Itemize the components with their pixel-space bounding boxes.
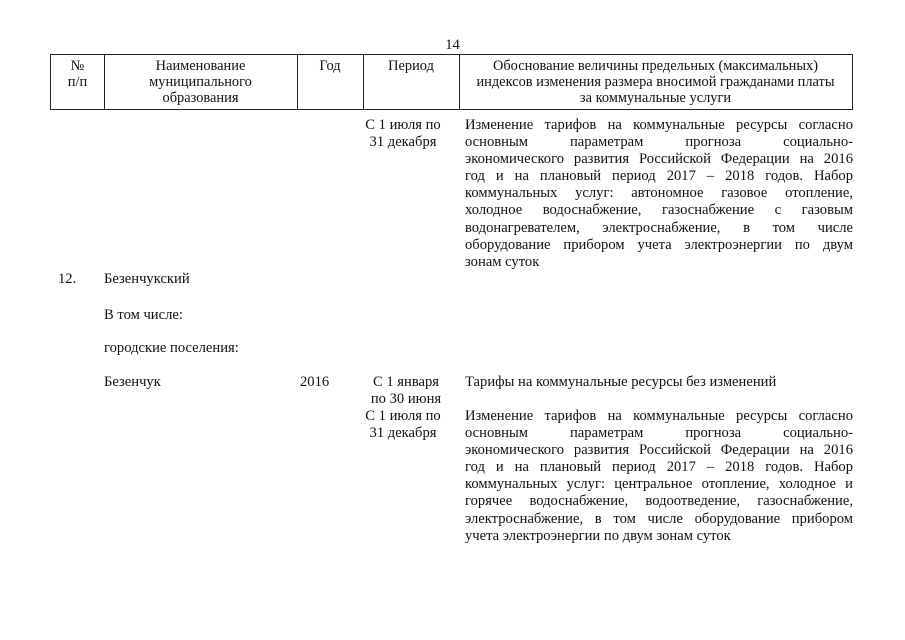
paragraph-line: коммунальных услуг: автономное газовое отопление, — [465, 185, 853, 202]
header-text: за коммунальные услуги — [579, 90, 732, 106]
basis-paragraph — [465, 408, 853, 545]
paragraph-line: экономического развития Российской Федерации на 2016 — [465, 442, 853, 459]
header-text: муниципального — [149, 74, 252, 90]
basis-text: Тарифы на коммунальные ресурсы без изменений — [465, 374, 777, 390]
header-text: № — [70, 58, 85, 74]
paragraph-line: основным параметрам прогноза социально- — [465, 134, 853, 151]
period-text: С 1 июля по — [365, 408, 441, 424]
header-col-number — [51, 58, 104, 90]
header-col-period — [363, 58, 459, 74]
paragraph-line: оборудование прибором учета электроэнергии по двум — [465, 236, 853, 253]
period-text: С 1 января — [372, 374, 440, 390]
paragraph-line: холодное водоснабжение, газоснабжение с газовым — [465, 202, 853, 219]
page-number: 14 — [445, 37, 460, 53]
header-text: образования — [162, 90, 239, 106]
paragraph-line: год и на плановый период 2017 – 2018 годов. Набор — [465, 168, 853, 185]
header-text: Наименование — [155, 58, 246, 74]
paragraph-line: основным параметрам прогноза социально- — [465, 425, 853, 442]
settlement-name: Безенчук — [104, 374, 161, 390]
paragraph-line: коммунальных услуг: центральное отопление, холодное и — [465, 476, 853, 493]
header-text: Период — [388, 58, 434, 74]
header-text: п/п — [67, 74, 88, 90]
period-cell — [361, 374, 451, 408]
header-col-year — [297, 58, 363, 74]
period-text: 31 декабря — [369, 134, 437, 151]
header-text: Обоснование величины предельных (максимальных) — [492, 58, 819, 74]
paragraph-line: Изменение тарифов на коммунальные ресурсы согласно — [465, 117, 853, 133]
header-text: индексов изменения размера вносимой гражданами платы — [476, 74, 835, 90]
paragraph-line: электроснабжение, в том числе оборудование прибором — [465, 510, 853, 527]
paragraph-line: водонагревателем, электроснабжение, в том числе — [465, 219, 853, 236]
table-header — [50, 54, 853, 110]
paragraph-line: зонам суток — [465, 253, 540, 270]
paragraph-line: экономического развития Российской Федерации на 2016 — [465, 151, 853, 168]
year-cell: 2016 — [300, 374, 330, 390]
paragraph-line: горячее водоснабжение, водоотведение, газоснабжение, — [465, 493, 853, 510]
basis-paragraph — [465, 117, 853, 271]
header-col-name — [104, 58, 297, 106]
sub-label: В том числе: — [104, 307, 183, 323]
paragraph-line: год и на плановый период 2017 – 2018 годов. Набор — [465, 459, 853, 476]
period-text: по 30 июня — [370, 391, 442, 408]
period-cell — [358, 408, 448, 442]
period-text: С 1 июля по — [365, 117, 441, 133]
period-cell — [358, 117, 448, 151]
header-col-basis — [459, 58, 852, 106]
period-text: 31 декабря — [369, 425, 437, 442]
paragraph-line: учета электроэнергии по двум зонам суток — [465, 527, 731, 544]
row-number: 12. — [58, 271, 77, 287]
paragraph-line: Изменение тарифов на коммунальные ресурсы согласно — [465, 408, 853, 424]
sub-label: городские поселения: — [104, 340, 239, 356]
municipality-name: Безенчукский — [104, 271, 190, 287]
header-text: Год — [319, 58, 341, 74]
